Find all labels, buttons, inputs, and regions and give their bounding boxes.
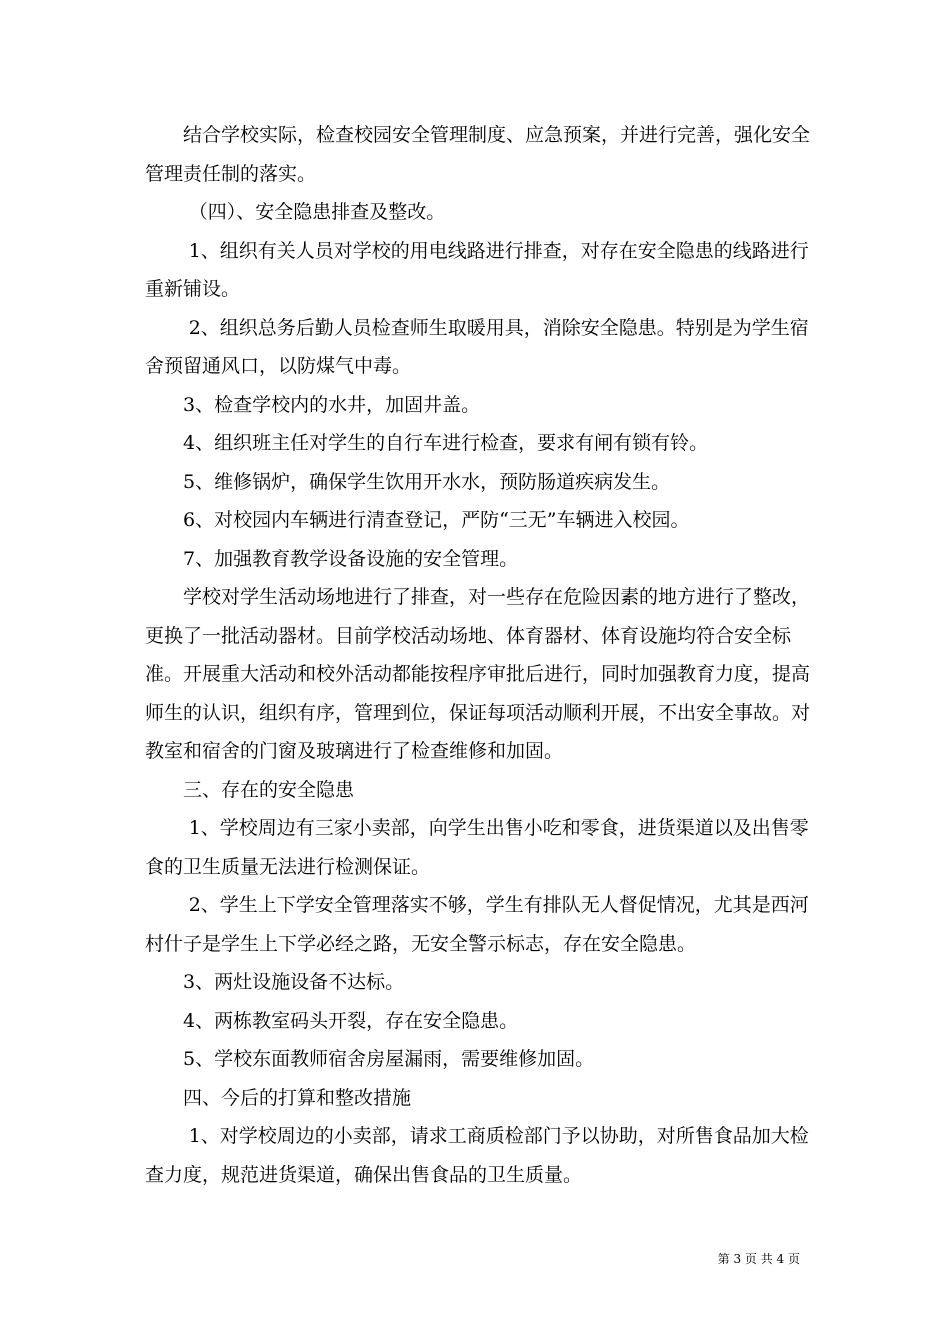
list-item: 5、维修锅炉，确保学生饮用开水水，预防肠道疾病发生。 <box>183 470 671 493</box>
list-item: 1、组织有关人员对学校的用电线路进行排查，对存在安全隐患的线路进行重新铺设。 <box>145 239 809 300</box>
document-body <box>145 116 815 1194</box>
list-item: 2、组织总务后勤人员检查师生取暖用具，消除安全隐患。特别是为学生宿舍预留通风口，以防煤气中毒。 <box>145 316 809 377</box>
list-item: 5、学校东面教师宿舍房屋漏雨，需要维修加固。 <box>183 1048 595 1070</box>
paragraph-1: 结合学校实际，检查校园安全管理制度、应急预案，并进行完善，强化安全管理责任制的落实。 <box>145 124 811 185</box>
list-item: 1、学校周边有三家小卖部，向学生出售小吃和零食，进货渠道以及出售零食的卫生质量无法进行检测保证。 <box>145 817 809 878</box>
list-item: 2、学生上下学安全管理落实不够，学生有排队无人督促情况，尤其是西河村什子是学生上下学必经之路，无安全警示标志，存在安全隐患。 <box>145 894 809 955</box>
page-number-footer: 第 3 页 共 4 页 <box>717 1252 800 1266</box>
list-item: 4、组织班主任对学生的自行车进行检查，要求有闸有锁有铃。 <box>183 432 709 454</box>
section-heading-4: （四）、安全隐患排查及整改。 <box>188 201 446 223</box>
list-item: 6、对校园内车辆进行清查登记，严防“三无”车辆进入校园。 <box>183 509 690 531</box>
list-item: 4、两栋教室码头开裂，存在安全隐患。 <box>183 1009 519 1032</box>
section-heading-future: 四、今后的打算和整改措施 <box>183 1086 412 1109</box>
paragraph-activities: 学校对学生活动场地进行了排查，对一些存在危险因素的地方进行了整改，更换了一批活动器材。目前学校活动场地、体育器材、体育设施均符合安全标准。开展重大活动和校外活动都能按程序审批后进行，同时加强教育力度，提高师生的认识，组织有序，管理到位，保证每项活动顺利开展，不出安全事故。对教室和宿舍的门窗及玻璃进行了检查维修和加固。 <box>145 586 811 762</box>
list-item: 3、检查学校内的水井，加固井盖。 <box>183 393 481 416</box>
list-item: 7、加强教育教学设备设施的安全管理。 <box>183 547 519 570</box>
list-item: 3、两灶设施设备不达标。 <box>183 971 405 993</box>
list-item: 1、对学校周边的小卖部，请求工商质检部门予以协助，对所售食品加大检查力度，规范进货渠道，确保出售食品的卫生质量。 <box>145 1125 809 1186</box>
section-heading-3: 三、存在的安全隐患 <box>183 778 355 801</box>
